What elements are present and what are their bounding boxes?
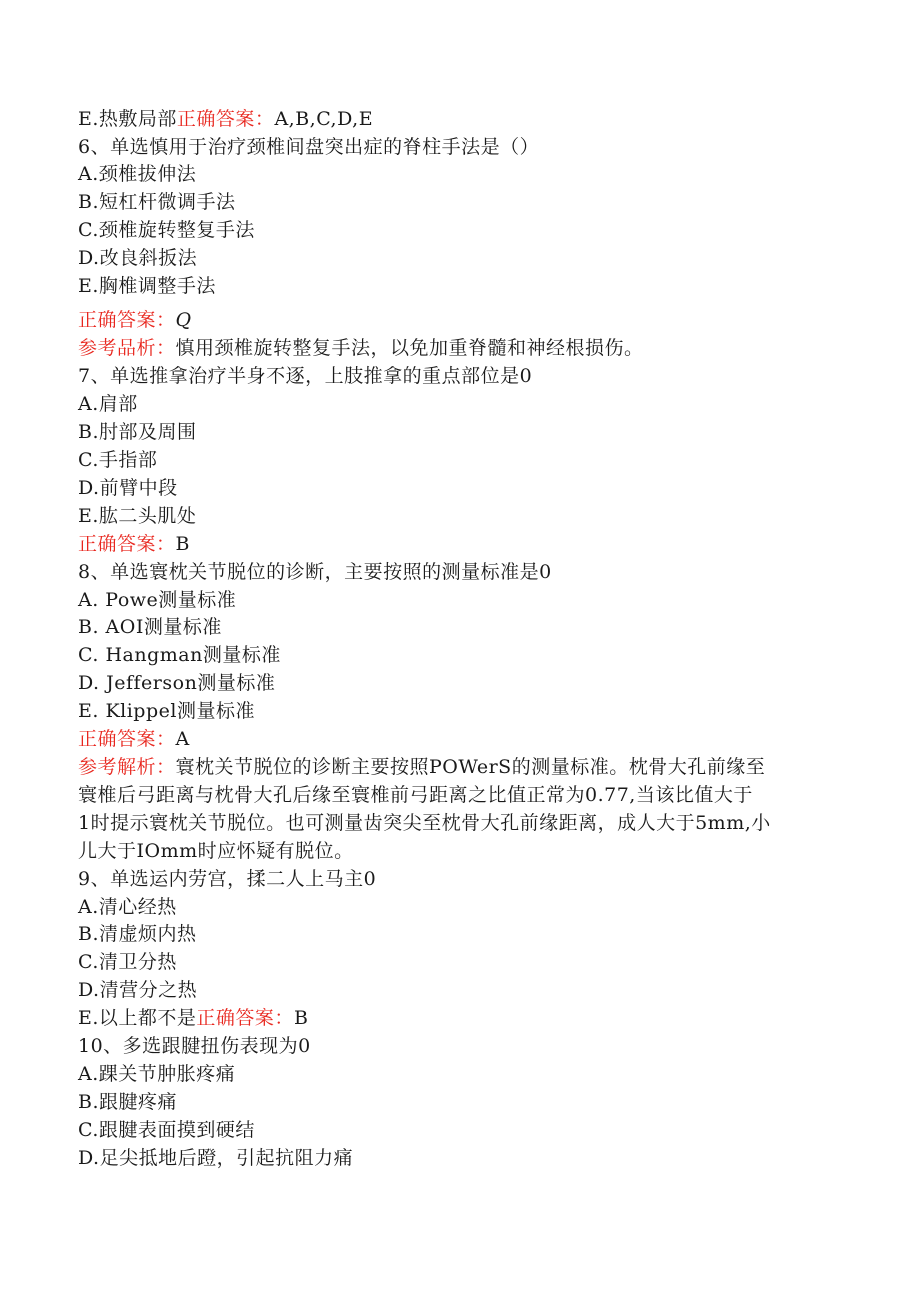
q6-analysis-line bbox=[78, 335, 860, 362]
answer-label: 正确答案： bbox=[196, 1007, 294, 1029]
q8-analysis-line-4: 儿大于IOmm时应怀疑有脱位。 bbox=[78, 840, 354, 862]
q8-option-d: D. Jefferson测量标准 bbox=[78, 672, 276, 694]
q10-option-b: B.跟腱疼痛 bbox=[78, 1091, 178, 1113]
q7-answer-line bbox=[78, 531, 860, 558]
q9-option-e-line bbox=[78, 1005, 860, 1032]
q8-stem: 8、单选寰枕关节脱位的诊断，主要按照的测量标准是0 bbox=[78, 561, 552, 583]
q8-analysis-text-1: 寰枕关节脱位的诊断主要按照POWerS的测量标准。枕骨大孔前缘至 bbox=[175, 756, 766, 778]
q7-option-c: C.手指部 bbox=[78, 449, 158, 471]
q6-option-c: C.颈椎旋转整复手法 bbox=[78, 219, 255, 241]
q7-option-a: A.肩部 bbox=[78, 393, 138, 415]
q8-analysis-line-1 bbox=[78, 754, 860, 781]
q9-stem: 9、单选运内劳宫，揉二人上马主0 bbox=[78, 868, 377, 890]
q6-analysis: 慎用颈椎旋转整复手法，以免加重脊髓和神经根损伤。 bbox=[175, 337, 644, 359]
q9-option-b: B.清虚烦内热 bbox=[78, 923, 197, 945]
q9-option-c: C.清卫分热 bbox=[78, 951, 177, 973]
q10-stem: 10、多选跟腱扭伤表现为0 bbox=[78, 1035, 311, 1057]
q6-option-a: A.颈椎拔伸法 bbox=[78, 163, 197, 185]
q6-option-b: B.短杠杆微调手法 bbox=[78, 191, 236, 213]
q5-option-e: E.热敷局部 bbox=[78, 108, 177, 130]
q7-answer: B bbox=[175, 533, 190, 555]
q6-analysis-label: 参考品析： bbox=[78, 337, 176, 359]
answer-label: 正确答案： bbox=[78, 533, 176, 555]
q5-option-e-line bbox=[78, 106, 860, 133]
q8-analysis-label: 参考解析： bbox=[78, 756, 176, 778]
answer-label: 正确答案： bbox=[78, 309, 176, 331]
q8-option-e: E. Klippel测量标准 bbox=[78, 700, 255, 722]
q9-option-d: D.清营分之热 bbox=[78, 979, 198, 1001]
q7-option-b: B.肘部及周围 bbox=[78, 421, 197, 443]
q7-option-e: E.肱二头肌处 bbox=[78, 505, 197, 527]
q7-option-d: D.前臂中段 bbox=[78, 477, 178, 499]
q7-stem: 7、单选推拿治疗半身不逐，上肢推拿的重点部位是0 bbox=[78, 365, 533, 387]
q6-answer: Q bbox=[175, 309, 192, 331]
answer-label: 正确答案： bbox=[78, 728, 176, 750]
q6-stem: 6、单选慎用于治疗颈椎间盘突出症的脊柱手法是（） bbox=[78, 136, 540, 158]
q8-option-c: C. Hangman测量标准 bbox=[78, 644, 281, 666]
q6-option-d: D.改良斜扳法 bbox=[78, 247, 198, 269]
q8-option-a: A. Powe测量标准 bbox=[78, 589, 237, 611]
q8-analysis-line-2: 寰椎后弓距离与枕骨大孔后缘至寰椎前弓距离之比值正常为0.77,当该比值大于 bbox=[78, 784, 753, 806]
q8-answer: A bbox=[175, 728, 190, 750]
q8-analysis-line-3: 1时提示寰枕关节脱位。也可测量齿突尖至枕骨大孔前缘距离，成人大于5mm,小 bbox=[78, 812, 771, 834]
q6-answer-line bbox=[78, 307, 860, 334]
q10-option-d: D.足尖抵地后蹬，引起抗阻力痛 bbox=[78, 1147, 354, 1169]
q9-option-e: E.以上都不是 bbox=[78, 1007, 197, 1029]
answer-label: 正确答案： bbox=[176, 108, 275, 130]
q5-answer: A,B,C,D,E bbox=[274, 108, 374, 130]
q6-option-e: E.胸椎调整手法 bbox=[78, 275, 216, 297]
q10-option-c: C.跟腱表面摸到硬结 bbox=[78, 1119, 255, 1141]
q8-answer-line bbox=[78, 726, 860, 753]
q8-option-b: B. AOI测量标准 bbox=[78, 616, 222, 638]
q10-option-a: A.踝关节肿胀疼痛 bbox=[78, 1063, 236, 1085]
q9-option-a: A.清心经热 bbox=[78, 896, 177, 918]
q9-answer: B bbox=[293, 1007, 309, 1029]
